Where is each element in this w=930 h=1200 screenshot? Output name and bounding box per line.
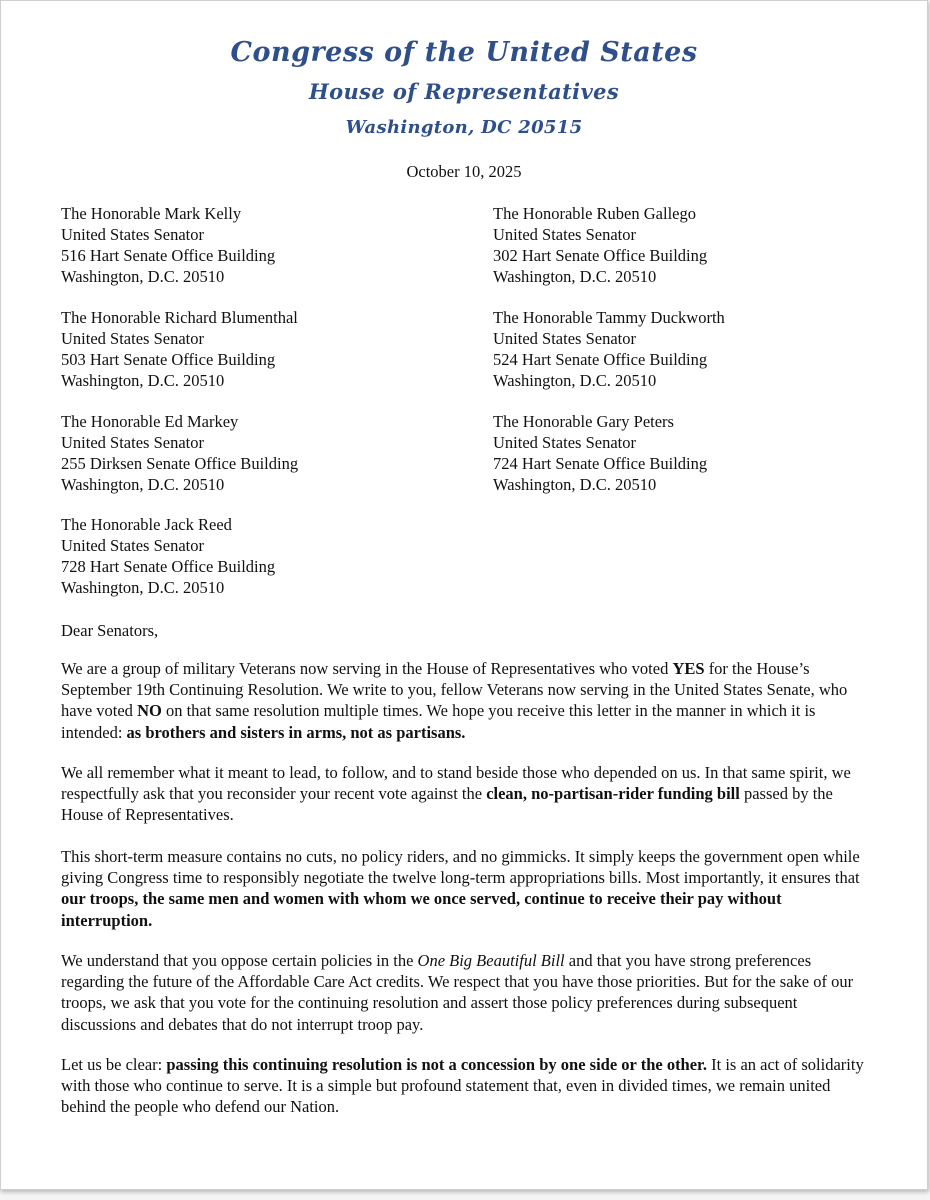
recipient-title: United States Senator — [493, 433, 636, 452]
emphasis-text: our troops, the same men and women with whom we once served, continue to receive their pay without interruption. — [61, 889, 782, 930]
recipient-city: Washington, D.C. 20510 — [493, 371, 657, 390]
recipient-office: 728 Hart Senate Office Building — [61, 557, 276, 576]
recipient-office: 503 Hart Senate Office Building — [61, 350, 276, 369]
recipient-address — [493, 307, 725, 391]
letter-date: October 10, 2025 — [406, 162, 522, 181]
recipient-office: 724 Hart Senate Office Building — [493, 454, 708, 473]
recipient-title: United States Senator — [61, 536, 204, 555]
recipient-name: The Honorable Tammy Duckworth — [493, 308, 725, 327]
emphasis-text: passing this continuing resolution is not a concession by one side or the other. — [166, 1055, 707, 1074]
salutation: Dear Senators, — [61, 621, 159, 640]
text-run: We all remember what it meant to lead, to follow, and to stand beside those who depended on us. In that same spirit, we respectfully ask that you reconsider your recent vote against the — [61, 763, 851, 804]
recipient-city: Washington, D.C. 20510 — [61, 475, 225, 494]
text-run: on that same resolution multiple times. We hope you receive this letter in the manner in which it is intended: — [61, 701, 816, 742]
recipient-name: The Honorable Mark Kelly — [61, 204, 242, 223]
body-paragraph — [61, 762, 873, 826]
recipient-name: The Honorable Ruben Gallego — [493, 204, 696, 223]
body-paragraph — [61, 950, 873, 1035]
recipient-city: Washington, D.C. 20510 — [493, 267, 657, 286]
recipient-office: 302 Hart Senate Office Building — [493, 246, 708, 265]
text-run: Let us be clear: — [61, 1055, 167, 1074]
recipient-address — [61, 411, 298, 495]
recipient-address — [493, 203, 707, 287]
text-run: for the House’s September 19th Continuing Resolution. We write to you, fellow Veterans now serving in the United States Senate, who have voted — [61, 659, 848, 721]
recipient-name: The Honorable Richard Blumenthal — [61, 308, 298, 327]
recipient-name: The Honorable Jack Reed — [61, 515, 232, 534]
recipient-address — [61, 514, 275, 598]
recipient-city: Washington, D.C. 20510 — [493, 475, 657, 494]
recipient-address — [61, 203, 275, 287]
letterhead-city: Washington, DC 20515 — [345, 117, 583, 138]
recipient-name: The Honorable Gary Peters — [493, 412, 674, 431]
recipient-office: 524 Hart Senate Office Building — [493, 350, 708, 369]
emphasis-text: as brothers and sisters in arms, not as partisans. — [126, 722, 466, 742]
body-paragraph — [61, 658, 873, 743]
recipient-address — [61, 307, 298, 391]
recipient-title: United States Senator — [61, 433, 204, 452]
letterhead-title: Congress of the United States — [230, 37, 698, 68]
recipient-city: Washington, D.C. 20510 — [61, 578, 225, 597]
recipient-title: United States Senator — [61, 225, 204, 244]
letterhead-subtitle: House of Representatives — [308, 79, 620, 104]
text-run: and that you have strong preferences regarding the future of the Affordable Care Act credits. We respect that you have those priorities. But for the sake of our troops, we ask that you vote for the continuing resolution and assert those policy preferences during subsequent discussions and debates that do not interrupt troop pay. — [61, 951, 854, 1034]
recipient-office: 255 Dirksen Senate Office Building — [61, 454, 299, 473]
text-run: It is an act of solidarity with those who continue to serve. It is a simple but profound statement that, even in divided times, we remain united behind the people who defend our Nation. — [61, 1055, 864, 1117]
recipient-address — [493, 411, 707, 495]
text-run: We understand that you oppose certain policies in the — [61, 951, 418, 970]
body-paragraph — [61, 1054, 873, 1118]
recipient-office: 516 Hart Senate Office Building — [61, 246, 276, 265]
bill-title: One Big Beautiful Bill — [417, 951, 565, 970]
recipient-city: Washington, D.C. 20510 — [61, 371, 225, 390]
recipient-title: United States Senator — [493, 329, 636, 348]
recipient-name: The Honorable Ed Markey — [61, 412, 239, 431]
emphasis-text: clean, no-partisan-rider funding bill — [486, 784, 740, 804]
text-run: passed by the House of Representatives. — [61, 784, 833, 825]
text-run: We are a group of military Veterans now serving in the House of Representatives who voted — [61, 659, 673, 678]
recipient-title: United States Senator — [493, 225, 636, 244]
text-run: This short-term measure contains no cuts, no policy riders, and no gimmicks. It simply keeps the government open while giving Congress time to responsibly negotiate the twelve long-term appropriations bills. Most importantly, it ensures that — [61, 847, 860, 888]
emphasis-text: YES — [672, 659, 705, 678]
recipient-city: Washington, D.C. 20510 — [61, 267, 225, 286]
body-paragraph — [61, 846, 873, 931]
emphasis-text: NO — [137, 701, 162, 721]
recipient-title: United States Senator — [61, 329, 204, 348]
